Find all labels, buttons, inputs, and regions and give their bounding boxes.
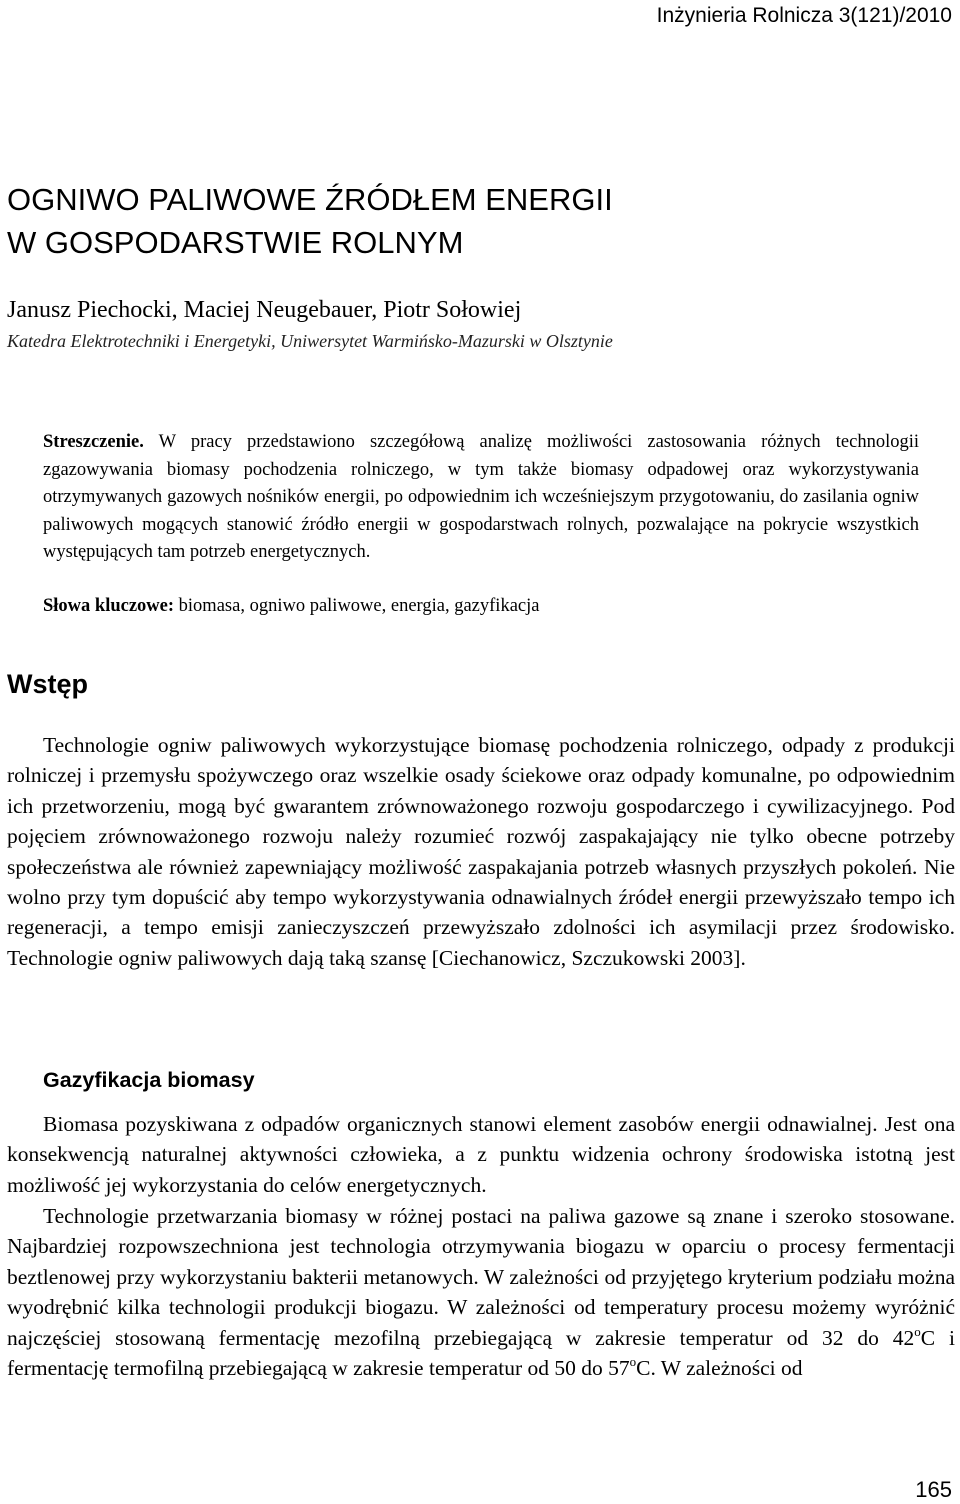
keywords-text: biomasa, ogniwo paliwowe, energia, gazyfikacja [174, 596, 540, 616]
gasification-paragraph-1: Biomasa pozyskiwana z odpadów organicznych stanowi element zasobów energii odnawialnej. Jest ona konsekwencją naturalnej aktywności człowieka, a z punktu widzenia ochrony środowiska istotną jest możliwość jej wykorzystania do celów energetycznych. [7, 1112, 955, 1197]
keywords-label: Słowa kluczowe: [43, 596, 175, 616]
gasification-paragraph-2 [7, 1201, 955, 1383]
degree-superscript-2: o [629, 1354, 637, 1370]
journal-header: Inżynieria Rolnicza 3(121)/2010 [656, 4, 952, 27]
degree-superscript-1: o [914, 1323, 921, 1339]
gasification-paragraph-2-part-1: Technologie przetwarzania biomasy w różnej postaci na paliwa gazowe są znane i szeroko stosowane. Najbardziej rozpowszechniona jest technologia otrzymywania biogazu w oparciu o procesy fermentacji beztlenowej przy wykorzystaniu bakterii metanowych. W zależności od przyjętego kryterium podziału można wyodrębnić kilka technologii produkcji biogazu. W zależności od temperatury procesu możemy wyróżnić najczęściej stosowaną fermentację mezofilną przebiegającą w zakresie temperatur od 32 do 42 [7, 1204, 955, 1350]
gasification-paragraph-2-part-3: C. W zależności od [636, 1356, 803, 1381]
gasification-paragraph-2-part-2: C i fermentację termofilną przebiegającą w zakresie temperatur od 50 do 57 [7, 1325, 955, 1381]
section-heading-intro: Wstęp [7, 669, 88, 699]
abstract-text: W pracy przedstawiono szczegółową analizę możliwości zastosowania różnych technologii zgazowywania biomasy pochodzenia rolniczego, w tym także biomasy odpadowej oraz wykorzystywania otrzymywanych gazowych nośników energii, po odpowiednim ich wcześniejszym przygotowaniu, do zasilania ogniw paliwowych mogących stanowić źródło energii w gospodarstwach rolnych, pozwalające na pokrycie wszystkich występujących tam potrzeb energetycznych. [43, 432, 919, 562]
title-line-2: W GOSPODARSTWIE ROLNYM [7, 225, 464, 260]
abstract-label: Streszczenie. [43, 432, 144, 452]
paper-title [7, 178, 907, 264]
author-list: Janusz Piechocki, Maciej Neugebauer, Piotr Sołowiej [7, 297, 522, 323]
intro-paragraph: Technologie ogniw paliwowych wykorzystujące biomasę pochodzenia rolniczego, odpady z produkcji rolniczej i przemysłu spożywczego oraz wszelkie osady ściekowe oraz odpady komunalne, po odpowiednim ich przetworzeniu, mogą być gwarantem zrównoważonego rozwoju gospodarczego i cywilizacyjnego. Pod pojęciem zrównoważonego rozwoju należy rozumieć rozwój zaspakajający nie tylko obecne potrzeby społeczeństwa ale również zapewniający możliwość zaspakajania potrzeb własnych przyszłych pokoleń. Nie wolno przy tym dopuścić aby tempo wykorzystywania odnawialnych źródeł energii przewyższało tempo ich regeneracji, a tempo emisji zanieczyszczeń przewyższało zdolności ich asymilacji przez środowisko. Technologie ogniw paliwowych dają taką szansę [Ciechanowicz, Szczukowski 2003]. [7, 733, 955, 970]
title-line-1: OGNIWO PALIWOWE ŹRÓDŁEM ENERGII [7, 182, 613, 217]
abstract [43, 429, 919, 567]
page-number: 165 [915, 1477, 952, 1502]
keywords [43, 593, 919, 621]
affiliation: Katedra Elektrotechniki i Energetyki, Uniwersytet Warmińsko-Mazurski w Olsztynie [7, 331, 613, 351]
section-heading-gasification: Gazyfikacja biomasy [43, 1068, 255, 1092]
